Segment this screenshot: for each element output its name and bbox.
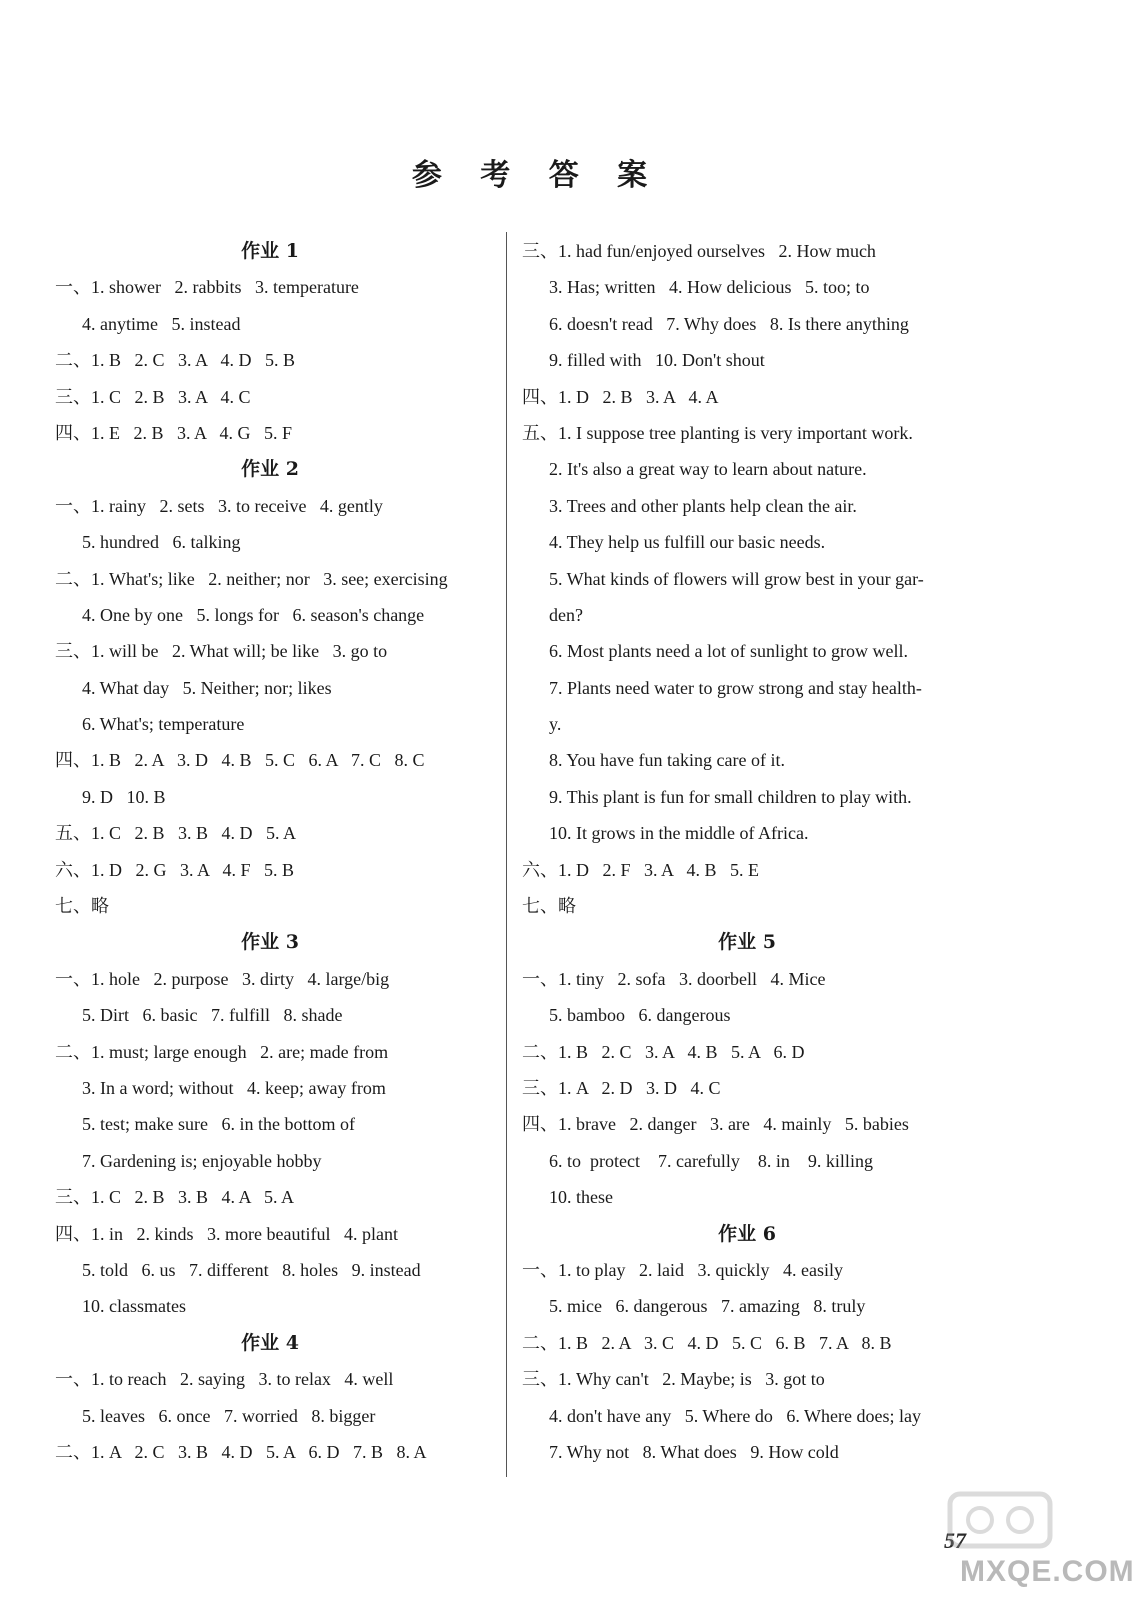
answer-line: 二、1. B 2. C 3. A 4. D 5. B xyxy=(55,350,296,371)
answer-line: 4. They help us fulfill our basic needs. xyxy=(549,532,826,553)
answer-line: 三、1. will be 2. What will; be like 3. go to xyxy=(55,641,388,662)
answer-line: 5. Dirt 6. basic 7. fulfill 8. shade xyxy=(82,1005,343,1026)
answer-line: 4. One by one 5. longs for 6. season's change xyxy=(82,604,425,625)
answer-line: 7. Gardening is; enjoyable hobby xyxy=(82,1150,322,1171)
answer-line: 一、1. tiny 2. sofa 3. doorbell 4. Mice xyxy=(522,968,826,989)
answer-line: 二、1. B 2. A 3. C 4. D 5. C 6. B 7. A 8. B xyxy=(522,1332,892,1353)
answer-line: 8. You have fun taking care of it. xyxy=(549,750,785,771)
answer-line: 三、1. Why can't 2. Maybe; is 3. got to xyxy=(522,1369,825,1390)
answer-line: 四、1. B 2. A 3. D 4. B 5. C 6. A 7. C 8. C xyxy=(55,750,425,771)
answer-line: 4. don't have any 5. Where do 6. Where does; lay xyxy=(549,1405,921,1426)
answer-line: 二、1. A 2. C 3. B 4. D 5. A 6. D 7. B 8. A xyxy=(55,1441,427,1462)
assignment-heading: 作业 4 xyxy=(241,1331,299,1354)
answer-line: 5. leaves 6. once 7. worried 8. bigger xyxy=(82,1405,376,1426)
answer-line: 三、1. had fun/enjoyed ourselves 2. How much xyxy=(522,241,876,261)
answer-line: 六、1. D 2. G 3. A 4. F 5. B xyxy=(55,859,295,880)
answer-line: 6. Most plants need a lot of sunlight to grow well. xyxy=(549,641,908,662)
answer-line: 三、1. C 2. B 3. A 4. C xyxy=(55,386,251,407)
answer-line: 七、略 xyxy=(55,896,109,917)
answer-line: 5. bamboo 6. dangerous xyxy=(549,1005,731,1026)
answer-line: 9. filled with 10. Don't shout xyxy=(549,350,765,371)
assignment-heading: 作业 3 xyxy=(241,931,299,954)
answer-line: 三、1. A 2. D 3. D 4. C xyxy=(522,1077,721,1098)
assignment-heading: 作业 1 xyxy=(241,240,299,262)
answer-line: 一、1. to reach 2. saying 3. to relax 4. well xyxy=(55,1369,394,1390)
answer-line: 7. Why not 8. What does 9. How cold xyxy=(549,1441,839,1462)
answer-line: 7. Plants need water to grow strong and stay health- xyxy=(549,677,922,698)
answer-line: 10. It grows in the middle of Africa. xyxy=(549,823,809,844)
answer-line: 一、1. rainy 2. sets 3. to receive 4. gently xyxy=(55,495,383,516)
answer-line: 3. Trees and other plants help clean the air. xyxy=(549,495,857,516)
answer-line: 10. classmates xyxy=(82,1296,186,1317)
answer-line: 七、略 xyxy=(522,896,576,917)
answer-line: 三、1. C 2. B 3. B 4. A 5. A xyxy=(55,1187,295,1208)
answer-line: 5. mice 6. dangerous 7. amazing 8. truly xyxy=(549,1296,866,1317)
answer-line: 四、1. D 2. B 3. A 4. A xyxy=(522,386,719,407)
page-number: 57 xyxy=(944,1528,966,1553)
assignment-heading: 作业 5 xyxy=(718,931,776,954)
answer-line: 2. It's also a great way to learn about nature. xyxy=(549,459,867,480)
answer-line: y. xyxy=(549,714,562,735)
answer-line: 6. to protect 7. carefully 8. in 9. killing xyxy=(549,1150,873,1171)
page-title: 参 考 答 案 xyxy=(411,158,662,193)
answer-line: 6. doesn't read 7. Why does 8. Is there anything xyxy=(549,313,909,334)
answer-line: 二、1. B 2. C 3. A 4. B 5. A 6. D xyxy=(522,1041,805,1062)
answer-line: 5. What kinds of flowers will grow best in your gar- xyxy=(549,568,924,589)
watermark-text: MXQE.COM xyxy=(960,1555,1135,1588)
answer-line: 四、1. in 2. kinds 3. more beautiful 4. plant xyxy=(55,1223,398,1244)
answer-line: 6. What's; temperature xyxy=(82,714,245,735)
answer-line: 六、1. D 2. F 3. A 4. B 5. E xyxy=(522,859,760,880)
answer-line: 二、1. What's; like 2. neither; nor 3. see; exercising xyxy=(55,568,448,589)
answer-line: 5. hundred 6. talking xyxy=(82,532,241,553)
answer-line: 5. test; make sure 6. in the bottom of xyxy=(82,1114,355,1135)
right-answer-column xyxy=(522,233,972,1470)
answer-line: 一、1. to play 2. laid 3. quickly 4. easily xyxy=(522,1259,843,1280)
answer-line: den? xyxy=(549,604,583,625)
answer-line: 3. Has; written 4. How delicious 5. too; to xyxy=(549,277,870,298)
answer-line: 五、1. C 2. B 3. B 4. D 5. A xyxy=(55,823,297,844)
assignment-heading: 作业 6 xyxy=(718,1222,776,1245)
answer-line: 一、1. hole 2. purpose 3. dirty 4. large/big xyxy=(55,968,390,989)
answer-line: 一、1. shower 2. rabbits 3. temperature xyxy=(55,277,359,298)
answer-line: 二、1. must; large enough 2. are; made from xyxy=(55,1041,389,1062)
answer-line: 3. In a word; without 4. keep; away from xyxy=(82,1077,386,1098)
answer-line: 4. What day 5. Neither; nor; likes xyxy=(82,677,332,698)
answer-line: 9. This plant is fun for small children to play with. xyxy=(549,786,912,807)
left-answer-column xyxy=(55,233,485,1470)
answer-line: 五、1. I suppose tree planting is very important work. xyxy=(522,422,913,443)
assignment-heading: 作业 2 xyxy=(241,458,299,481)
answer-line: 四、1. brave 2. danger 3. are 4. mainly 5. babies xyxy=(522,1114,909,1135)
column-divider xyxy=(506,232,507,1477)
answer-line: 10. these xyxy=(549,1187,613,1208)
answer-line: 5. told 6. us 7. different 8. holes 9. instead xyxy=(82,1259,421,1280)
answer-line: 四、1. E 2. B 3. A 4. G 5. F xyxy=(55,422,293,443)
answer-line: 4. anytime 5. instead xyxy=(82,313,241,334)
answer-line: 9. D 10. B xyxy=(82,786,166,807)
